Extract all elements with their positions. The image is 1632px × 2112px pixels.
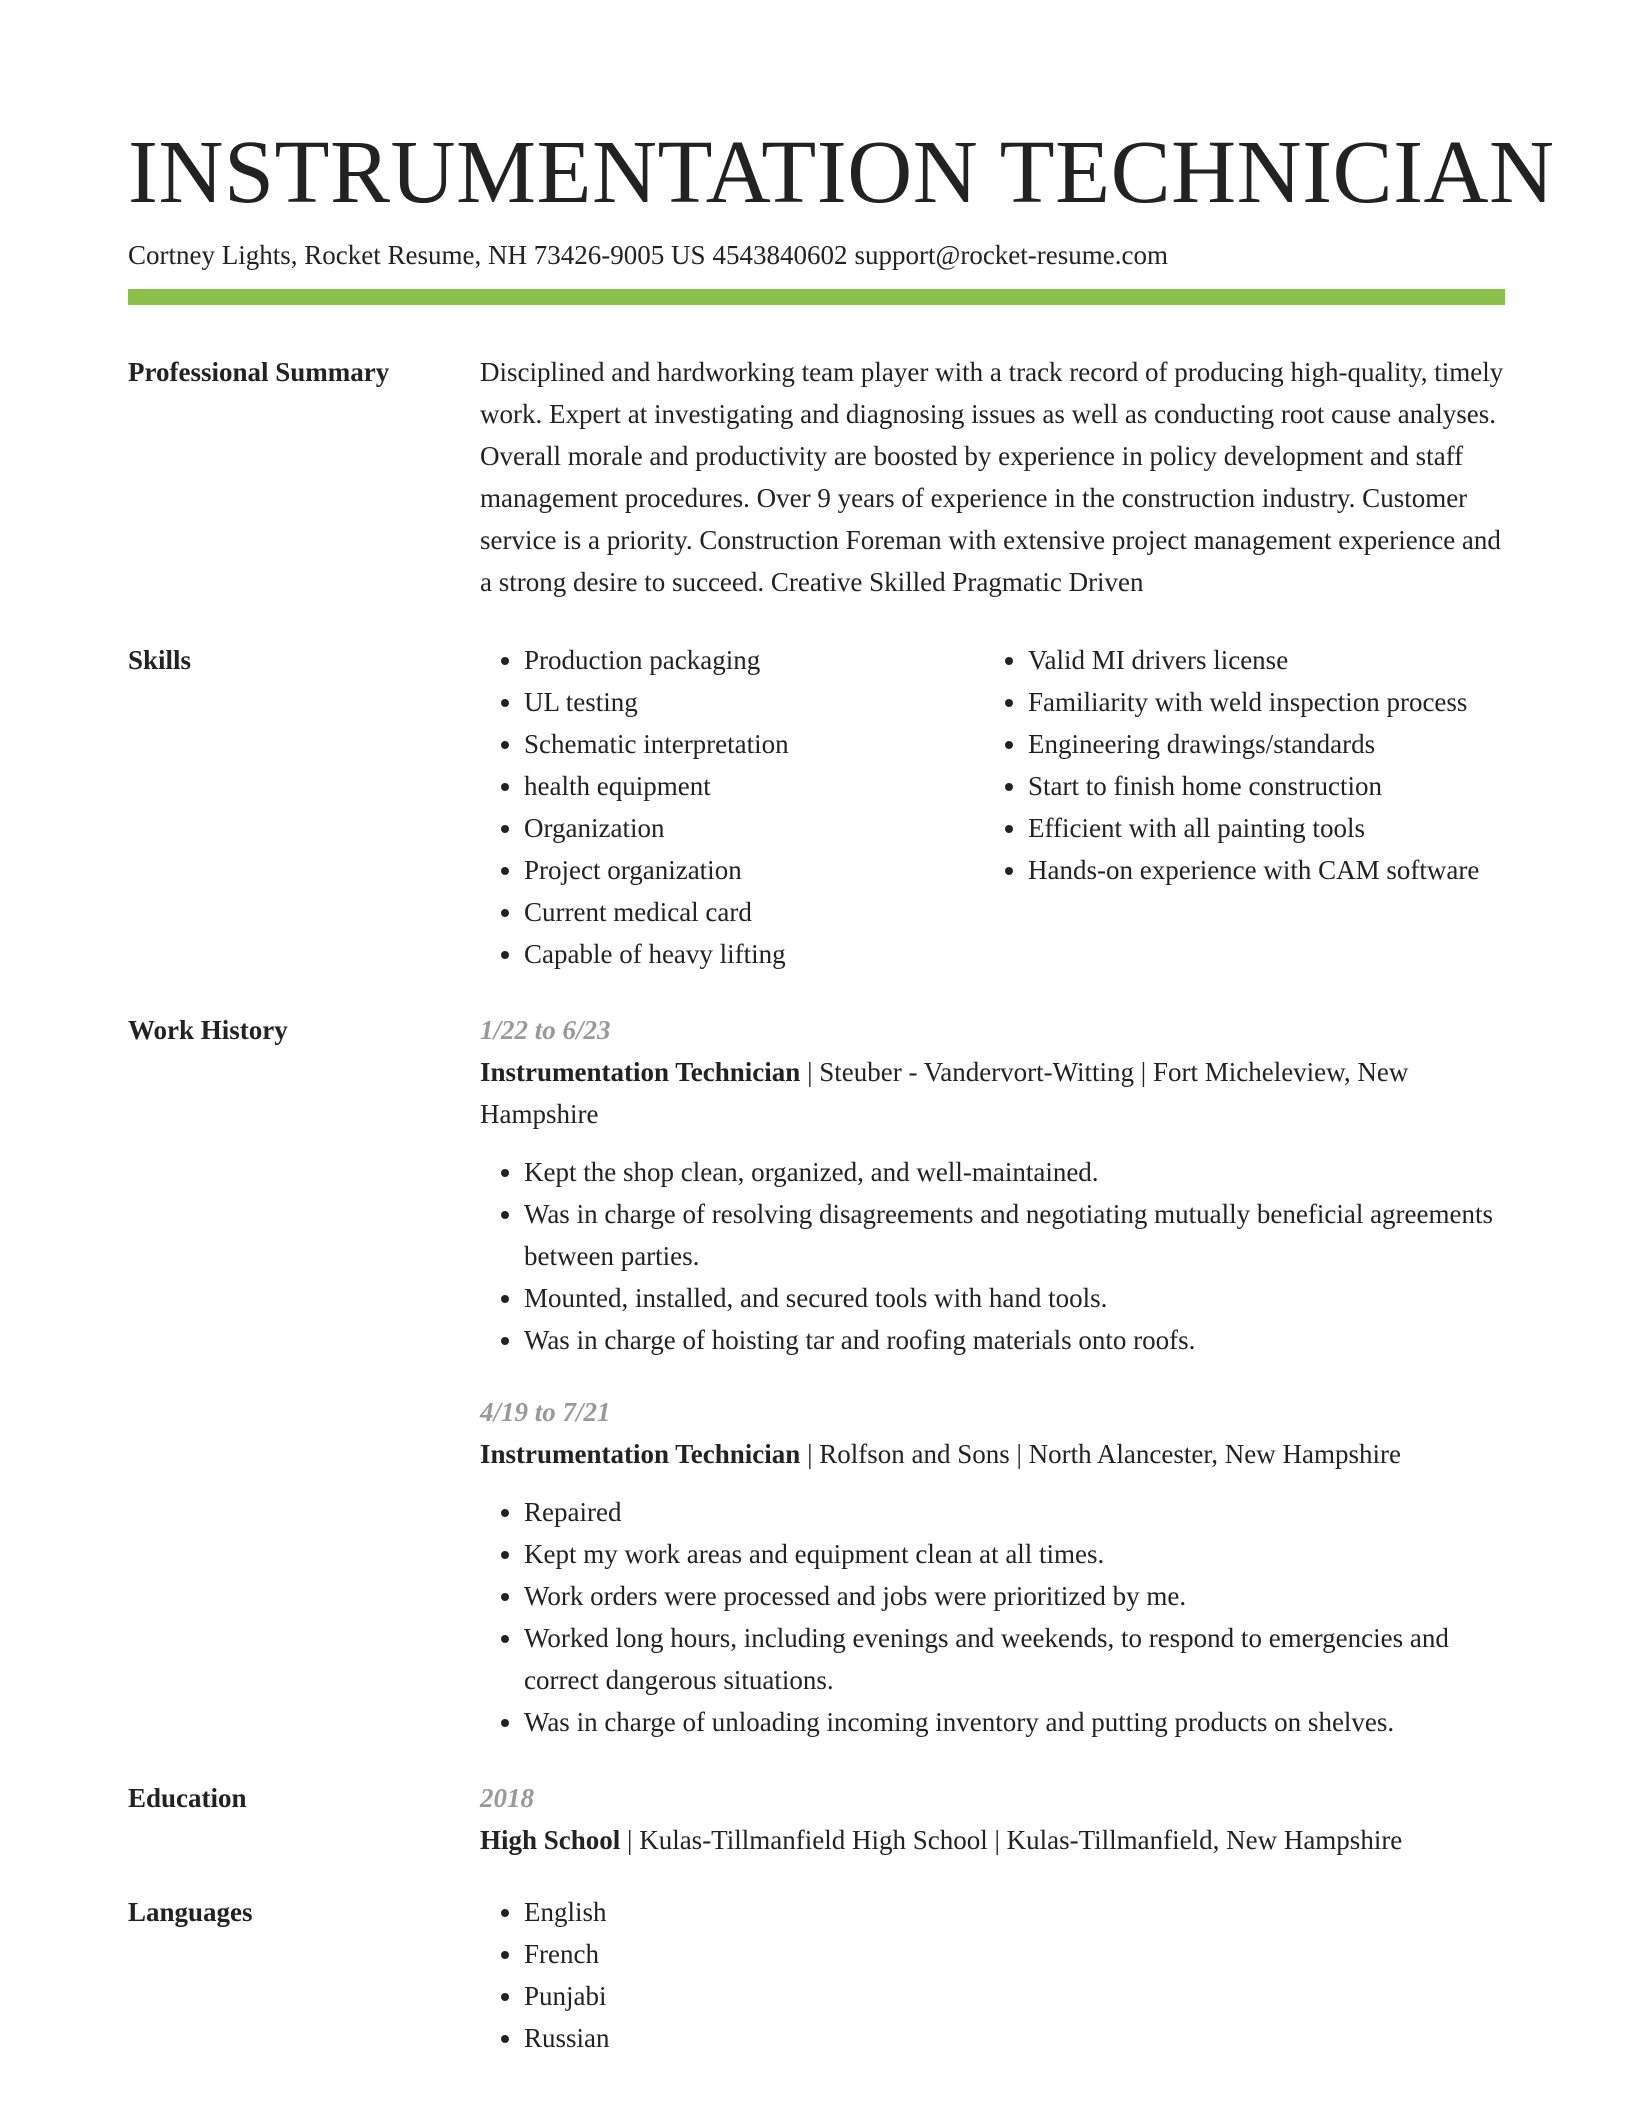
contact-phone: 4543840602 — [712, 240, 848, 270]
skill-item: • Production packaging — [524, 639, 984, 681]
job-bullets — [480, 1151, 1505, 1361]
skills-content — [480, 639, 1505, 975]
job-bullet: • Was in charge of unloading incoming inventory and putting products on shelves. — [524, 1701, 1505, 1743]
summary-section — [128, 355, 1505, 603]
job-bullet: • Was in charge of resolving disagreements and negotiating mutually beneficial agreements between parties. — [524, 1193, 1505, 1277]
skill-item: • UL testing — [524, 681, 984, 723]
work-history-label: Work History — [128, 1015, 288, 1045]
summary-text: Disciplined and hardworking team player with a track record of producing high-quality, timely work. Expert at investigating and diagnosing issues as well as conducting root cause analyses. Overall morale and productivity are boosted by experience in policy development and staff management procedures. Over 9 years of experience in the construction industry. Customer service is a priority. Construction Foreman with extensive project management experience and a strong desire to succeed. Creative Skilled Pragmatic Driven — [480, 357, 1504, 597]
job-bullet: • Mounted, installed, and secured tools with hand tools. — [524, 1277, 1505, 1319]
skill-item: • Schematic interpretation — [524, 723, 984, 765]
contact-address: Cortney Lights, Rocket Resume, NH 73426-9005 US — [128, 240, 706, 270]
job-bullet: • Was in charge of hoisting tar and roofing materials onto roofs. — [524, 1319, 1505, 1361]
skill-item: • Engineering drawings/standards — [1028, 723, 1505, 765]
job-bullet: • Work orders were processed and jobs were prioritized by me. — [524, 1575, 1505, 1617]
skill-item: • Familiarity with weld inspection process — [1028, 681, 1505, 723]
education-content — [480, 1777, 1505, 1861]
job-entry — [480, 1009, 1505, 1361]
skills-label: Skills — [128, 645, 192, 675]
education-label: Education — [128, 1783, 247, 1813]
job-heading — [480, 1051, 1505, 1135]
job-bullet: • Kept my work areas and equipment clean at all times. — [524, 1533, 1505, 1575]
skill-item: • Efficient with all painting tools — [1028, 807, 1505, 849]
summary-content — [480, 351, 1505, 603]
job-heading — [480, 1433, 1505, 1475]
job-details: | Rolfson and Sons | North Alancester, New Hampshire — [800, 1439, 1401, 1469]
education-year: 2018 — [480, 1783, 534, 1813]
job-entry — [480, 1391, 1505, 1743]
education-section — [128, 1781, 1505, 1861]
job-bullet: • Worked long hours, including evenings and weekends, to respond to emergencies and correct dangerous situations. — [524, 1617, 1505, 1701]
skill-item: • Capable of heavy lifting — [524, 933, 984, 975]
languages-label: Languages — [128, 1897, 253, 1927]
job-bullets — [480, 1491, 1505, 1743]
languages-list — [480, 1891, 1505, 2059]
job-bullet: • Kept the shop clean, organized, and well-maintained. — [524, 1151, 1505, 1193]
work-history-content — [480, 1009, 1505, 1743]
language-item: • Russian — [524, 2017, 1505, 2059]
job-bullet: • Repaired — [524, 1491, 1505, 1533]
skill-item: • Valid MI drivers license — [1028, 639, 1505, 681]
job-details: | Steuber - Vandervort-Witting | Fort Micheleview, New Hampshire — [480, 1057, 1409, 1129]
resume-page — [128, 118, 1555, 2059]
skill-item: • Project organization — [524, 849, 984, 891]
skill-item: • health equipment — [524, 765, 984, 807]
resume-name: INSTRUMENTATION TECHNICIAN — [128, 123, 1555, 222]
skill-item: • Hands-on experience with CAM software — [1028, 849, 1505, 891]
skills-section — [128, 643, 1505, 975]
language-item: • French — [524, 1933, 1505, 1975]
language-item: • Punjabi — [524, 1975, 1505, 2017]
skill-item: • Start to finish home construction — [1028, 765, 1505, 807]
skill-item: • Organization — [524, 807, 984, 849]
languages-content — [480, 1891, 1505, 2059]
languages-section — [128, 1895, 1505, 2059]
skills-list-left — [480, 639, 984, 975]
job-title: Instrumentation Technician — [480, 1439, 801, 1469]
job-dates: 4/19 to 7/21 — [480, 1397, 611, 1427]
work-history-section — [128, 1013, 1505, 1743]
job-dates: 1/22 to 6/23 — [480, 1015, 611, 1045]
education-details: | Kulas-Tillmanfield High School | Kulas-Tillmanfield, New Hampshire — [620, 1825, 1403, 1855]
contact-email: support@rocket-resume.com — [854, 240, 1168, 270]
education-degree: High School — [480, 1825, 621, 1855]
skill-item: • Current medical card — [524, 891, 984, 933]
header-divider — [128, 289, 1505, 305]
education-heading — [480, 1819, 1505, 1861]
contact-line — [128, 238, 1505, 272]
job-title: Instrumentation Technician — [480, 1057, 801, 1087]
summary-label: Professional Summary — [128, 357, 390, 387]
skills-list-right — [984, 639, 1505, 975]
language-item: • English — [524, 1891, 1505, 1933]
